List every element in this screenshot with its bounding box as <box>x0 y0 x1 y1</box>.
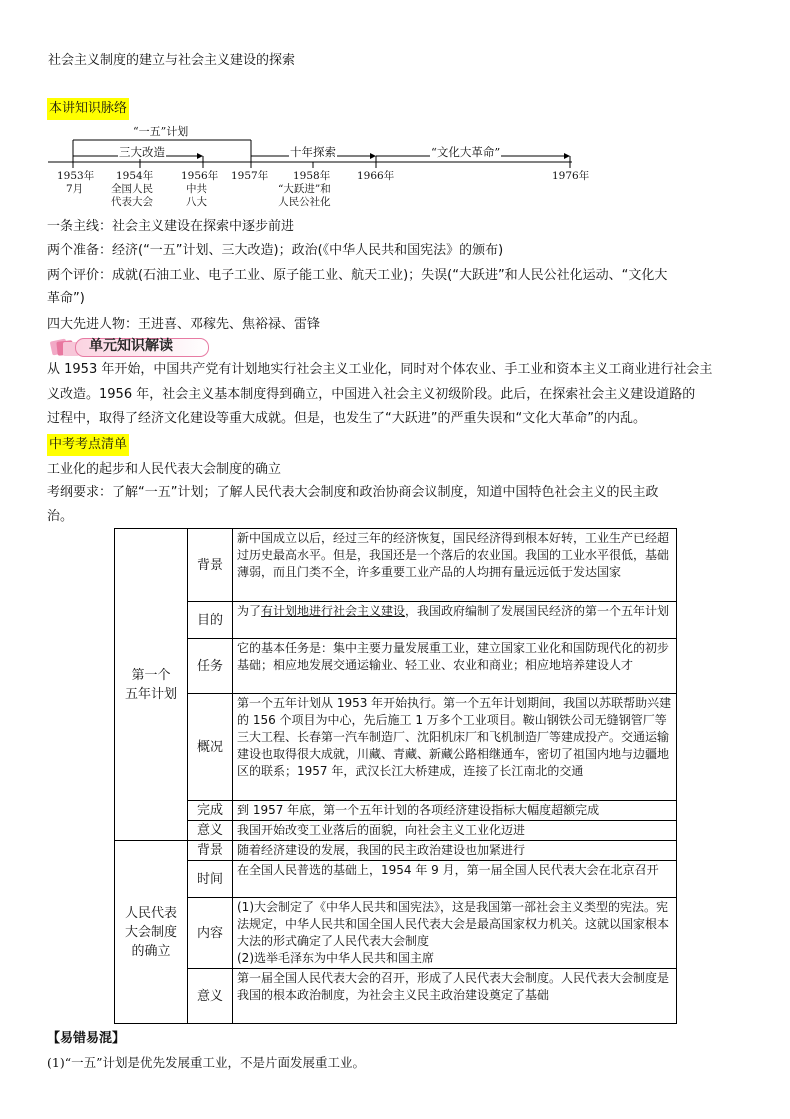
unit-banner-title: 单元知识解读 <box>89 338 173 354</box>
row-label: 背景 <box>188 841 233 861</box>
table-row <box>115 821 677 841</box>
mistakes-heading: 【易错易混】 <box>47 1031 126 1046</box>
mistake-item-1: (1)“一五”计划是优先发展重工业，不是片面发展重工业。 <box>47 1055 365 1070</box>
tick-1954-year: 1954年 <box>116 170 154 182</box>
row-label: 目的 <box>188 602 233 639</box>
table-row <box>115 694 677 801</box>
row-label: 内容 <box>188 898 233 969</box>
topic-title: 工业化的起步和人民代表大会制度的确立 <box>47 462 282 477</box>
tick-1957-year: 1957年 <box>231 170 269 182</box>
tick-1956-year: 1956年 <box>181 170 219 182</box>
table-row <box>115 898 677 969</box>
plan-label: “一五”计划 <box>133 125 189 138</box>
table-row <box>115 861 677 898</box>
knowledge-outline-heading: 本讲知识脉络 <box>47 98 129 120</box>
tick-1958-note: “大跃进”和 人民公社化 <box>278 183 331 208</box>
tick-1954-note: 全国人民 代表大会 <box>111 183 153 208</box>
summary-main-line: 一条主线：社会主义建设在探索中逐步前进 <box>47 219 295 234</box>
row-label: 概况 <box>188 694 233 801</box>
summary-two-eval-1: 两个评价：成就(石油工业、电子工业、原子能工业、航天工业)；失误(“大跃进”和人民公社化运动、“文化大 <box>47 268 668 283</box>
requirement-line-2: 治。 <box>47 509 74 524</box>
unit-para-line-2: 义改造。1956 年，社会主义基本制度得到确立，中国进入社会主义初级阶段。此后，在探索社会主义建设道路的 <box>47 387 696 402</box>
section-npc-system: 人民代表 大会制度 的确立 <box>115 841 188 1024</box>
unit-para-line-3: 过程中，取得了经济文化建设等重大成就。但是，也发生了“大跃进”的严重失误和“文化大革命”的内乱。 <box>47 411 646 426</box>
explore-label: 十年探索 <box>290 145 336 159</box>
requirement-line-1: 考纲要求：了解“一五”计划；了解人民代表大会制度和政治协商会议制度，知道中国特色社会主义的民主政 <box>47 485 659 500</box>
doc-title: 社会主义制度的建立与社会主义建设的探索 <box>48 53 296 68</box>
tick-1953-year: 1953年 <box>57 170 95 182</box>
section-five-year-plan: 第一个 五年计划 <box>115 529 188 841</box>
row-text: (1)大会制定了《中华人民共和国宪法》，这是我国第一部社会主义类型的宪法。宪法规定，中华人民共和国全国人民代表大会是最高国家权力机关。这就以国家根本大法的形式确定了人民代表大会制度 (2)选举毛泽东为中华人民共和国主席 <box>233 898 677 969</box>
row-label: 时间 <box>188 861 233 898</box>
tick-1966-year: 1966年 <box>357 170 395 182</box>
tick-1956-note: 中共 八大 <box>186 183 207 208</box>
unit-para-line-1: 从 1953 年开始，中国共产党有计划地实行社会主义工业化，同时对个体农业、手工业和资本主义工商业进行社会主 <box>47 362 713 377</box>
table-row <box>115 602 677 639</box>
table-row <box>115 639 677 694</box>
row-text: 随着经济建设的发展，我国的民主政治建设也加紧进行 <box>233 841 677 861</box>
unit-banner <box>47 336 209 358</box>
row-label: 意义 <box>188 969 233 1024</box>
row-label: 背景 <box>188 529 233 602</box>
table-row <box>115 969 677 1024</box>
table-row <box>115 841 677 861</box>
reform-label: 三大改造 <box>119 145 165 159</box>
tick-1953-note: 7月 <box>66 183 84 195</box>
row-text: 为了有计划地进行社会主义建设，我国政府编制了发展国民经济的第一个五年计划 <box>233 602 677 639</box>
row-label: 意义 <box>188 821 233 841</box>
summary-two-eval-2: 革命”) <box>47 291 85 306</box>
row-text: 第一个五年计划从 1953 年开始执行。第一个五年计划期间，我国以苏联帮助兴建的 156 个项目为中心，先后施工 1 万多个工业项目。鞍山钢铁公司无缝钢管厂等三大工程、长春第一汽车制造厂、沈阳机床厂和飞机制造厂等建成投产。交通运输建设也取得很大成就，川藏、青藏、新藏公路相继通车，密切了祖国内地与边疆地区的联系；1957 年，武汉长江大桥建成，连接了长江南北的交通 <box>233 694 677 801</box>
row-text: 第一届全国人民代表大会的召开，形成了人民代表大会制度。人民代表大会制度是我国的根本政治制度，为社会主义民主政治建设奠定了基础 <box>233 969 677 1024</box>
row-label: 完成 <box>188 801 233 821</box>
row-label: 任务 <box>188 639 233 694</box>
table-row <box>115 801 677 821</box>
summary-four-people: 四大先进人物：王进喜、邓稼先、焦裕禄、雷锋 <box>47 317 321 332</box>
culture-label: “文化大革命” <box>431 145 501 159</box>
tick-1976-year: 1976年 <box>552 170 590 182</box>
table-row <box>115 529 677 602</box>
knowledge-table <box>114 528 677 1024</box>
summary-two-prep: 两个准备：经济(“一五”计划、三大改造)；政治(《中华人民共和国宪法》的颁布) <box>47 243 504 258</box>
row-text: 它的基本任务是：集中主要力量发展重工业，建立国家工业化和国防现代化的初步基础；相应地发展交通运输业、轻工业、农业和商业；相应地培养建设人才 <box>233 639 677 694</box>
row-text: 在全国人民普选的基础上，1954 年 9 月，第一届全国人民代表大会在北京召开 <box>233 861 677 898</box>
row-text: 我国开始改变工业落后的面貌，向社会主义工业化迈进 <box>233 821 677 841</box>
exam-points-heading: 中考考点清单 <box>47 434 129 456</box>
row-text: 新中国成立以后，经过三年的经济恢复，国民经济得到根本好转，工业生产已经超过历史最高水平。但是，我国还是一个落后的农业国。我国的工业水平很低，基础薄弱，而且门类不全，许多重要工业产品的人均拥有量远远低于发达国家 <box>233 529 677 602</box>
tick-1958-year: 1958年 <box>293 170 331 182</box>
row-text: 到 1957 年底，第一个五年计划的各项经济建设指标大幅度超额完成 <box>233 801 677 821</box>
